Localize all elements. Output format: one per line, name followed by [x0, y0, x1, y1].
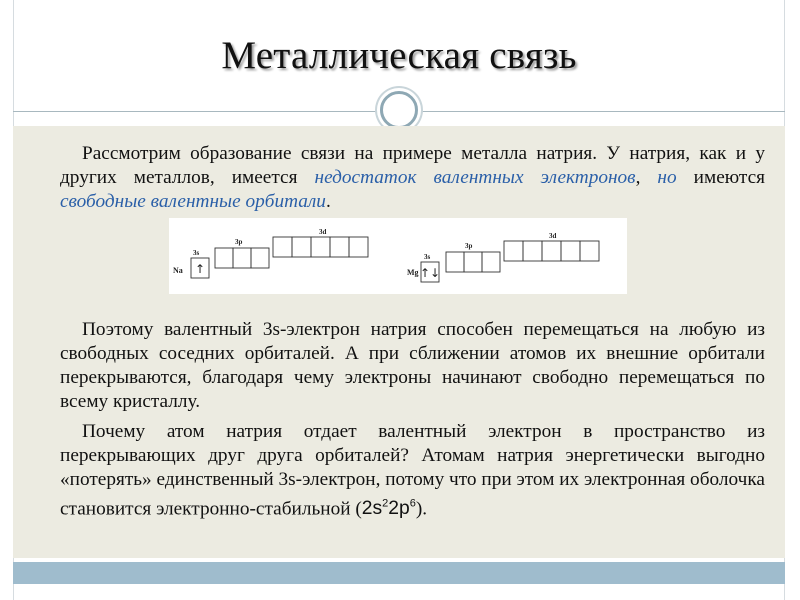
mg-3d-cell: [504, 241, 523, 261]
paragraph-intro: [60, 142, 765, 214]
na-3p-cell: [215, 248, 233, 268]
text-run: .: [325, 191, 331, 212]
text-run: имеются: [676, 167, 765, 188]
mg-3p-cell: [464, 252, 482, 272]
text-run: ).: [415, 498, 428, 520]
mg-3p-label: 3p: [465, 242, 473, 250]
mg-3s-label: 3s: [424, 253, 431, 261]
text-run: ,: [635, 167, 658, 188]
highlight-valence-shortage: недостаток валентных электронов: [314, 167, 636, 188]
mg-3p-cell: [482, 252, 500, 272]
na-3d-cell: [330, 237, 349, 257]
slide-title: Металлическая связь: [221, 34, 577, 77]
na-3s-label: 3s: [193, 249, 200, 257]
highlight-free-orbitals: свободные валентные орбитали: [60, 191, 326, 212]
mg-3d-cell: [542, 241, 561, 261]
text-run: Рассмотрим образование связи на примере металла натрия. У натрия, как и у других металлов, имеется: [60, 143, 765, 188]
paragraph-explanation: [60, 318, 765, 414]
circle-ornament-icon: [380, 91, 418, 129]
orbital-diagram: [169, 218, 627, 294]
text-run: Поэтому валентный 3s-электрон натрия способен перемещаться на любую из свободных соседних орбиталей. А при сближении атомов их внешние орбитали перекрываются, благодаря чему электроны начинают свободно перемещаться по всему кристаллу.: [60, 319, 765, 412]
electron-config-formula: $2s^22p^6$: [361, 498, 416, 520]
orbital-diagram-svg: [169, 218, 627, 294]
na-3d-cell: [311, 237, 330, 257]
footer-bar: [13, 562, 785, 584]
na-electron-arrow-icon: ↑: [194, 262, 206, 276]
paragraph-question: [60, 420, 765, 521]
na-3p-cell: [251, 248, 269, 268]
na-3d-label: 3d: [319, 228, 327, 236]
na-3p-label: 3p: [235, 238, 243, 246]
mg-electron-arrows-icon: ↑↓: [419, 266, 441, 280]
na-3d-cell: [292, 237, 311, 257]
content-panel: [13, 126, 785, 558]
text-run: Почему атом натрия отдает валентный электрон в пространство из перекрывающих друг друга орбиталей? Атомам натрия энергетически выгодно «потерять» единственный 3s-электрон, потому что при этом их электронная оболочка становится электронно-стабильной (: [60, 421, 765, 520]
mg-3d-cell: [523, 241, 542, 261]
na-3d-cell: [349, 237, 368, 257]
na-3p-cell: [233, 248, 251, 268]
na-3d-cell: [273, 237, 292, 257]
mg-3d-label: 3d: [549, 232, 557, 240]
na-element-label: Na: [173, 266, 183, 275]
highlight-but: но: [657, 167, 677, 188]
mg-3d-cell: [580, 241, 599, 261]
mg-3d-cell: [561, 241, 580, 261]
mg-3p-cell: [446, 252, 464, 272]
mg-element-label: Mg: [407, 268, 419, 277]
